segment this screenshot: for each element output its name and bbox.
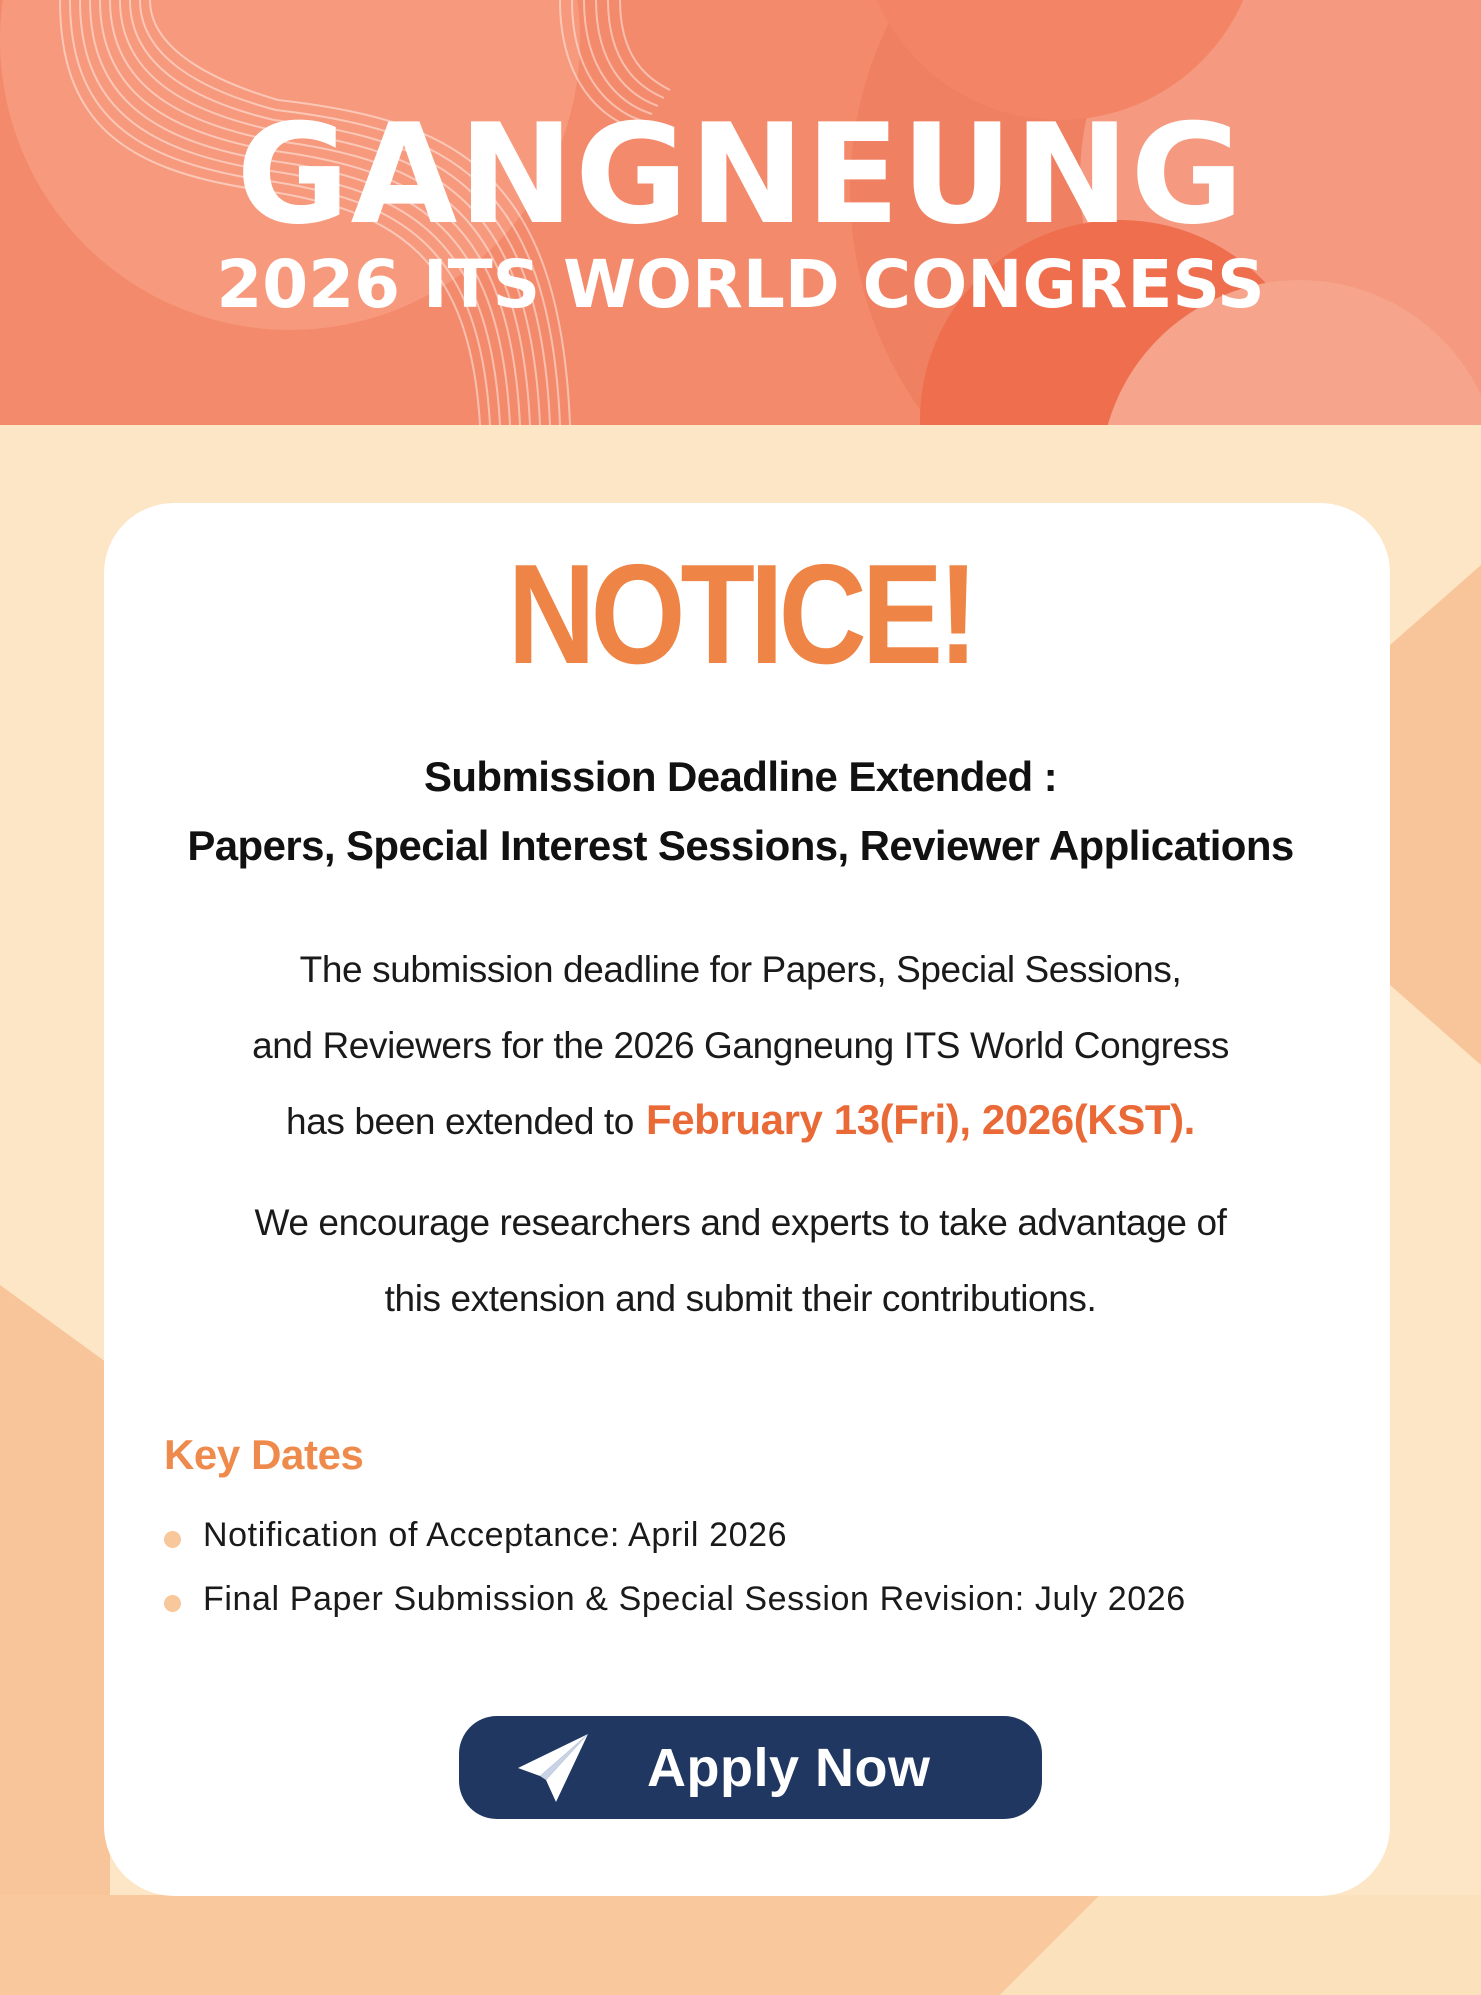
apply-now-label: Apply Now — [647, 1738, 931, 1798]
notice-title: NOTICE! — [507, 535, 974, 694]
bullet-dot-icon — [164, 1595, 181, 1612]
deadline-date: February 13(Fri), 2026(KST). — [645, 1096, 1195, 1143]
header-banner — [0, 0, 1481, 425]
key-date-item — [164, 1513, 787, 1557]
body-line-3 — [0, 1097, 1481, 1145]
key-date-text: Notification of Acceptance: April 2026 — [203, 1516, 788, 1554]
bullet-dot-icon — [164, 1531, 181, 1548]
paper-plane-icon — [516, 1732, 592, 1804]
body-line-1: The submission deadline for Papers, Special Sessions, — [299, 949, 1182, 990]
key-date-text: Final Paper Submission & Special Session Revision: July 2026 — [203, 1580, 1186, 1618]
apply-now-button[interactable] — [459, 1716, 1042, 1819]
key-dates-title: Key Dates — [164, 1431, 364, 1478]
banner-subtitle: 2026 ITS WORLD CONGRESS — [216, 246, 1265, 323]
body-line-3-prefix: has been extended to — [286, 1101, 634, 1142]
headline-line-1: Submission Deadline Extended : — [423, 753, 1058, 800]
body-line-4: We encourage researchers and experts to take advantage of — [254, 1202, 1227, 1243]
key-date-item — [164, 1577, 1186, 1621]
body-line-2: and Reviewers for the 2026 Gangneung ITS World Congress — [252, 1025, 1229, 1066]
headline-line-2: Papers, Special Interest Sessions, Reviewer Applications — [187, 822, 1294, 869]
banner-title: GANGNEUNG — [236, 94, 1245, 255]
body-line-5: this extension and submit their contributions. — [384, 1278, 1097, 1319]
